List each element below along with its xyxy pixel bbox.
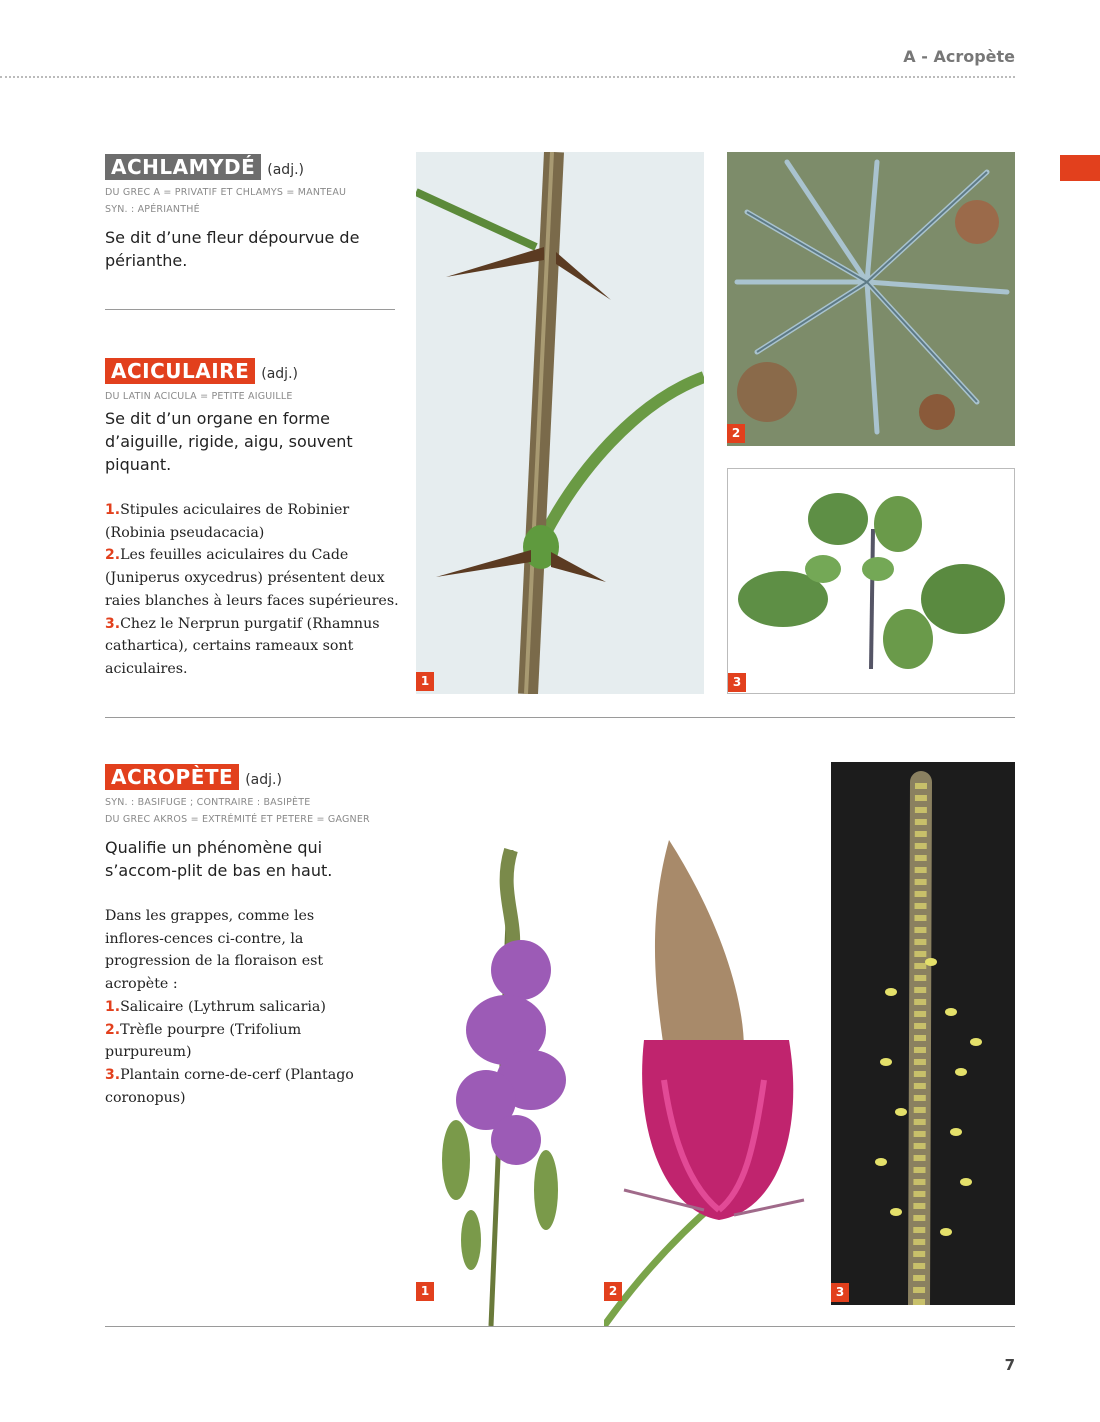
part-of-speech: (adj.) xyxy=(245,772,282,788)
definition: Qualifie un phénomène qui s’accom-plit de bas en haut. xyxy=(105,838,333,880)
note-item: 1.Salicaire (Lythrum salicaria) xyxy=(105,998,326,1015)
notes-intro: Dans les grappes, comme les inflores-cences ci-contre, la progression de la floraison est acropète : xyxy=(105,908,324,993)
etymology-line: DU GREC A = PRIVATIF ET CHLAMYS = MANTEAU xyxy=(105,187,347,198)
photo-badge: 2 xyxy=(604,1282,622,1301)
term-heading: ACROPÈTE xyxy=(105,764,239,790)
etymology xyxy=(105,388,400,405)
header-dotted-divider xyxy=(0,76,1015,78)
entry-divider xyxy=(105,1326,1015,1327)
entry-acropete xyxy=(105,764,390,1109)
figure-notes xyxy=(105,499,400,681)
photo-badge: 3 xyxy=(831,1283,849,1302)
note-item: 3.Plantain corne-de-cerf (Plantago coronopus) xyxy=(105,1066,354,1106)
entry-achlamyde xyxy=(105,154,405,272)
photo-robinia-thorns xyxy=(416,152,704,694)
running-header-title: A - Acropète xyxy=(903,47,1015,66)
etymology xyxy=(105,184,405,218)
photo-badge: 3 xyxy=(728,673,746,692)
part-of-speech: (adj.) xyxy=(261,366,298,382)
page-number: 7 xyxy=(1004,1356,1015,1374)
photo-trifolium-purpureum xyxy=(604,830,816,1326)
term-heading: ACICULAIRE xyxy=(105,358,255,384)
figure-notes xyxy=(105,905,370,1109)
photo-badge: 1 xyxy=(416,672,434,691)
photo-badge: 1 xyxy=(416,1282,434,1301)
photo-badge: 2 xyxy=(727,424,745,443)
note-item: 2.Trèfle pourpre (Trifolium purpureum) xyxy=(105,1021,302,1061)
entry-aciculaire xyxy=(105,358,400,681)
note-item: 1.Stipules aciculaires de Robinier (Robinia pseudacacia) xyxy=(105,502,350,541)
entry-divider xyxy=(105,309,395,310)
etymology-line: SYN. : BASIFUGE ; CONTRAIRE : BASIPÈTE xyxy=(105,797,311,808)
photo-rhamnus-branch xyxy=(727,468,1015,694)
etymology xyxy=(105,794,390,828)
photo-plantago-coronopus xyxy=(831,762,1015,1305)
part-of-speech: (adj.) xyxy=(267,162,304,178)
note-item: 2.Les feuilles aciculaires du Cade (Juniperus oxycedrus) présentent deux raies blanches à leurs faces supérieures. xyxy=(105,547,399,609)
definition: Se dit d’une fleur dépourvue de périanthe. xyxy=(105,228,360,270)
photo-lythrum-salicaria xyxy=(416,840,596,1326)
entry-divider xyxy=(105,717,1015,718)
etymology-line: DU LATIN ACICULA = PETITE AIGUILLE xyxy=(105,391,293,402)
term-heading: ACHLAMYDÉ xyxy=(105,154,261,180)
photo-juniper-needles xyxy=(727,152,1015,446)
note-item: 3.Chez le Nerprun purgatif (Rhamnus cathartica), certains rameaux sont aciculaires. xyxy=(105,615,380,677)
definition: Se dit d’un organe en forme d’aiguille, rigide, aigu, souvent piquant. xyxy=(105,409,353,474)
etymology-line: DU GREC AKROS = EXTRÉMITÉ ET PETERE = GAGNER xyxy=(105,814,370,825)
section-thumb-tab xyxy=(1060,155,1100,181)
etymology-line: SYN. : APÉRIANTHÉ xyxy=(105,204,200,215)
